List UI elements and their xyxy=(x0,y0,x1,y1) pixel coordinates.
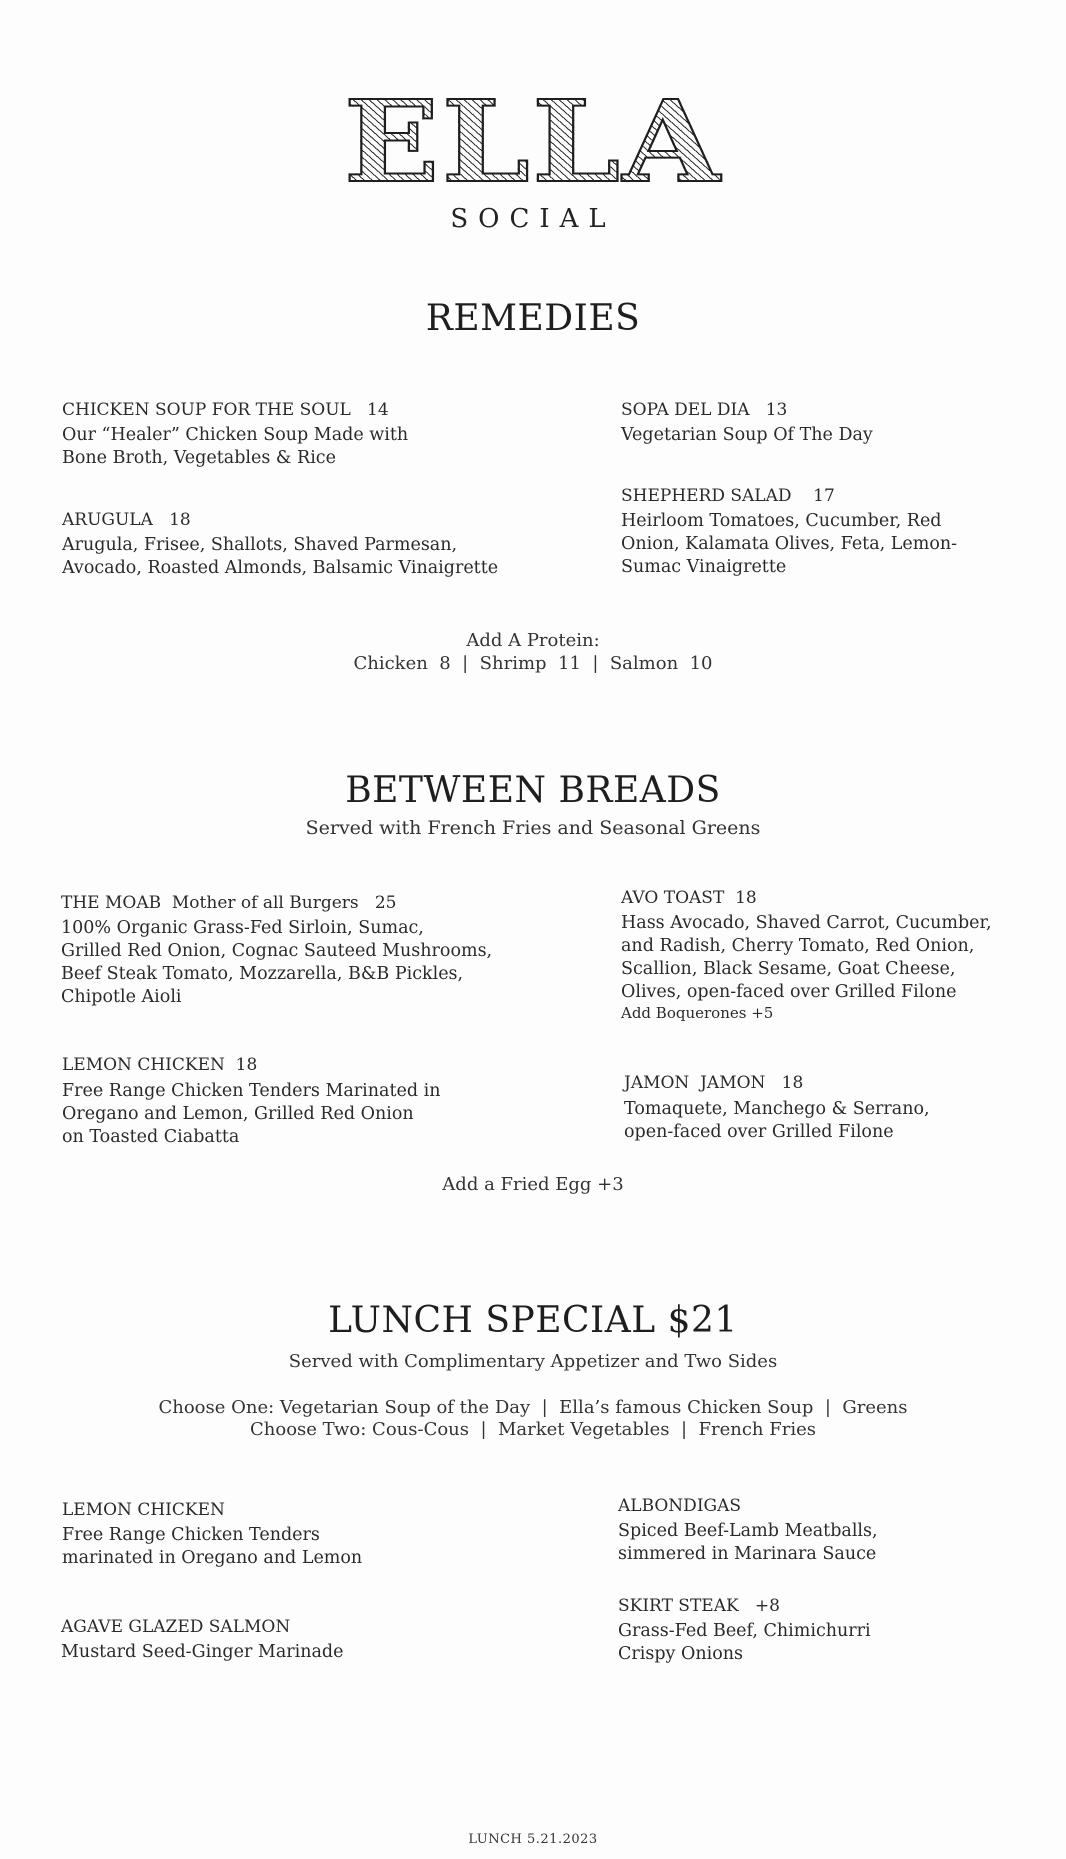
desc-line: Hass Avocado, Shaved Carrot, Cucumber, xyxy=(621,913,992,933)
item-description xyxy=(621,424,873,447)
item-name: CHICKEN SOUP FOR THE SOUL 14 xyxy=(62,400,389,420)
desc-line: Grilled Red Onion, Cognac Sauteed Mushrooms, xyxy=(61,941,493,961)
logo-subtitle: SOCIAL xyxy=(450,204,616,234)
item-description xyxy=(62,1080,441,1149)
menu-item xyxy=(624,1073,930,1144)
desc-line: Mustard Seed-Ginger Marinade xyxy=(61,1642,344,1662)
item-name: JAMON JAMON 18 xyxy=(624,1073,804,1093)
item-description xyxy=(62,1524,362,1570)
desc-line: Oregano and Lemon, Grilled Red Onion xyxy=(62,1104,414,1124)
menu-item xyxy=(618,1496,878,1566)
desc-line: Sumac Vinaigrette xyxy=(621,557,787,577)
menu-item xyxy=(61,893,492,1009)
desc-line: Avocado, Roasted Almonds, Balsamic Vinaigrette xyxy=(62,558,499,578)
desc-line: Spiced Beef-Lamb Meatballs, xyxy=(618,1521,878,1541)
desc-line: Vegetarian Soup Of The Day xyxy=(621,425,873,445)
item-name: SHEPHERD SALAD 17 xyxy=(621,486,835,506)
item-name: THE MOAB Mother of all Burgers 25 xyxy=(61,893,397,913)
choose-two-line: Choose Two: Cous-Cous | Market Vegetables | French Fries xyxy=(250,1419,816,1440)
protein-label: Add A Protein: xyxy=(466,630,600,651)
item-name: ALBONDIGAS xyxy=(618,1496,742,1516)
desc-line: Free Range Chicken Tenders xyxy=(62,1525,320,1545)
menu-item xyxy=(621,888,992,1022)
item-description xyxy=(621,510,957,579)
item-name: LEMON CHICKEN xyxy=(62,1500,225,1520)
fried-egg-addon: Add a Fried Egg +3 xyxy=(442,1174,624,1195)
menu-item xyxy=(62,1055,441,1149)
item-description xyxy=(62,534,498,580)
item-name: AGAVE GLAZED SALMON xyxy=(61,1617,291,1637)
desc-line: Crispy Onions xyxy=(618,1644,743,1664)
desc-line: Chipotle Aioli xyxy=(61,987,182,1007)
protein-options: Chicken 8 | Shrimp 11 | Salmon 10 xyxy=(353,653,713,674)
desc-line: simmered in Marinara Sauce xyxy=(618,1544,877,1564)
menu-date-footer: LUNCH 5.21.2023 xyxy=(468,1832,598,1847)
item-addon-note: Add Boquerones +5 xyxy=(621,1004,774,1022)
menu-item xyxy=(621,400,873,447)
item-description xyxy=(621,912,992,1004)
desc-line: open-faced over Grilled Filone xyxy=(624,1122,894,1142)
section-subtitle: Served with French Fries and Seasonal Greens xyxy=(305,817,761,839)
item-name: ARUGULA 18 xyxy=(62,510,191,530)
item-description xyxy=(61,1641,344,1664)
desc-line: Olives, open-faced over Grilled Filone xyxy=(621,982,957,1002)
menu-item xyxy=(62,400,408,470)
desc-line: Bone Broth, Vegetables & Rice xyxy=(62,448,336,468)
item-description xyxy=(61,917,492,1009)
logo-text: ELLA xyxy=(343,77,723,208)
section-title-lunch-special: LUNCH SPECIAL $21 xyxy=(328,1300,738,1341)
desc-line: Free Range Chicken Tenders Marinated in xyxy=(62,1081,441,1101)
desc-line: Our “Healer” Chicken Soup Made with xyxy=(62,425,409,445)
menu-item xyxy=(621,486,957,579)
menu-item xyxy=(62,1500,362,1570)
desc-line: Grass-Fed Beef, Chimichurri xyxy=(618,1621,871,1641)
menu-item xyxy=(62,510,498,580)
logo xyxy=(0,77,1066,208)
desc-line: Beef Steak Tomato, Mozzarella, B&B Pickles, xyxy=(61,964,464,984)
desc-line: and Radish, Cherry Tomato, Red Onion, xyxy=(621,936,975,956)
desc-line: Onion, Kalamata Olives, Feta, Lemon- xyxy=(621,534,958,554)
section-subtitle: Served with Complimentary Appetizer and Two Sides xyxy=(288,1351,778,1372)
item-description xyxy=(618,1520,878,1566)
item-description xyxy=(62,424,408,470)
desc-line: Heirloom Tomatoes, Cucumber, Red xyxy=(621,511,942,531)
item-name: LEMON CHICKEN 18 xyxy=(62,1055,258,1075)
item-description xyxy=(624,1098,930,1144)
menu-item xyxy=(618,1596,871,1666)
desc-line: Tomaquete, Manchego & Serrano, xyxy=(624,1099,930,1119)
section-title-between-breads: BETWEEN BREADS xyxy=(345,770,721,811)
item-name: SOPA DEL DIA 13 xyxy=(621,400,788,420)
item-name: SKIRT STEAK +8 xyxy=(618,1596,780,1616)
desc-line: marinated in Oregano and Lemon xyxy=(62,1548,363,1568)
desc-line: on Toasted Ciabatta xyxy=(62,1127,240,1147)
menu-item xyxy=(61,1617,344,1664)
section-title-remedies: REMEDIES xyxy=(425,298,641,339)
desc-line: 100% Organic Grass-Fed Sirloin, Sumac, xyxy=(61,918,424,938)
item-name: AVO TOAST 18 xyxy=(621,888,757,908)
item-description xyxy=(618,1620,871,1666)
desc-line: Scallion, Black Sesame, Goat Cheese, xyxy=(621,959,956,979)
choose-one-line: Choose One: Vegetarian Soup of the Day | Ella’s famous Chicken Soup | Greens xyxy=(158,1397,908,1418)
desc-line: Arugula, Frisee, Shallots, Shaved Parmesan, xyxy=(62,535,458,555)
